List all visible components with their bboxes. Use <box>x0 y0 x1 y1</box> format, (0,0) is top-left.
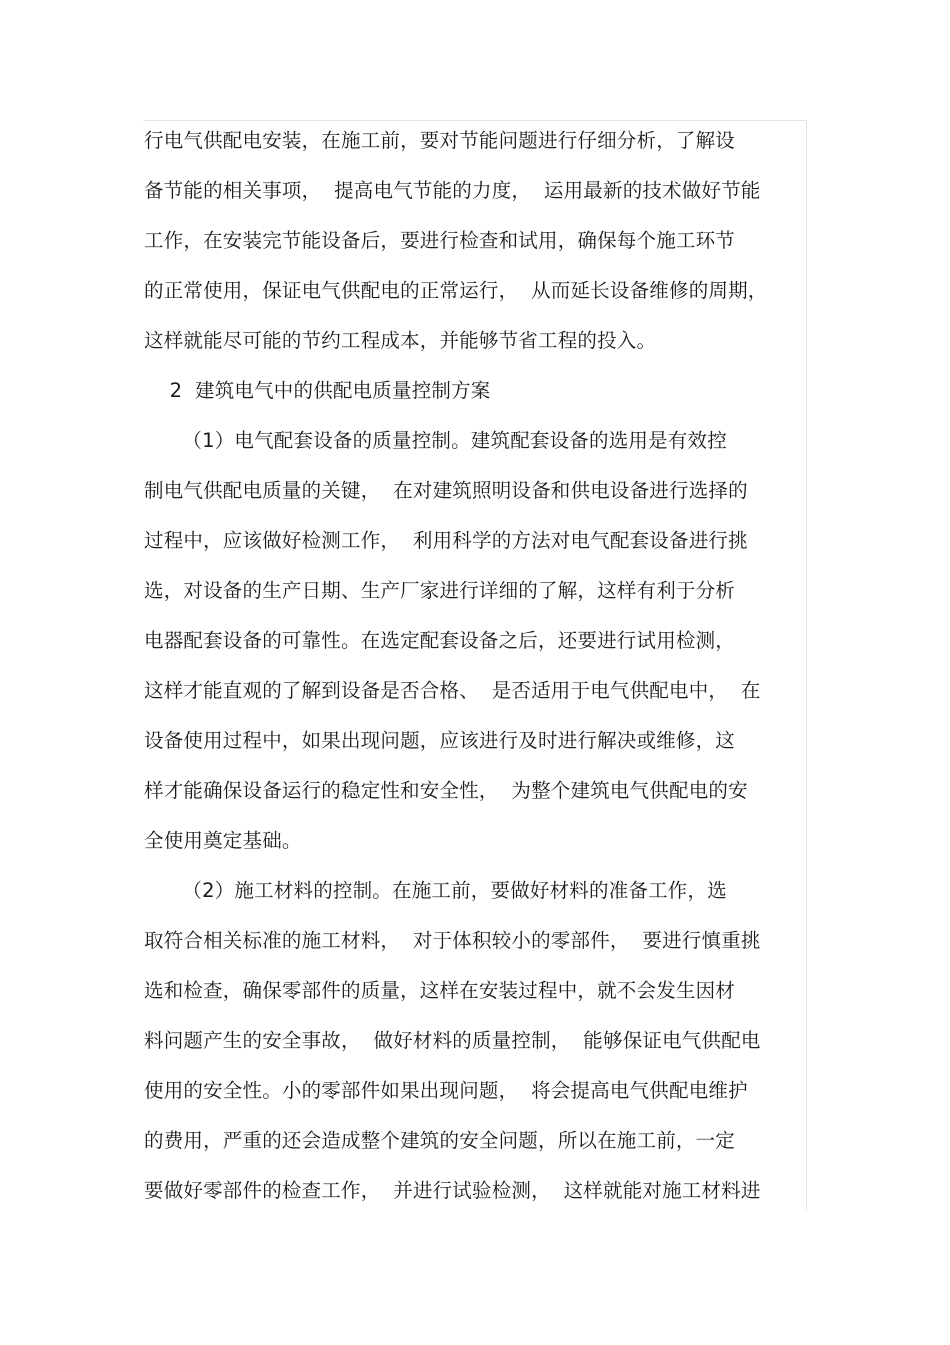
text-line: 制电气供配电质量的关键， 在对建筑照明设备和供电设备进行选择的 <box>144 479 748 502</box>
document-body <box>144 116 814 1216</box>
text-line: 备节能的相关事项， 提高电气节能的力度， 运用最新的技术做好节能 <box>144 179 761 202</box>
text-line: 电器配套设备的可靠性。在选定配套设备之后，还要进行试用检测， <box>144 629 736 652</box>
text-line: 选，对设备的生产日期、生产厂家进行详细的了解，这样有利于分析 <box>144 579 736 602</box>
text-line: 全使用奠定基础。 <box>144 829 302 852</box>
section-heading: 2 建筑电气中的供配电质量控制方案 <box>144 379 491 402</box>
text-line: 取符合相关标准的施工材料， 对于体积较小的零部件， 要进行慎重挑 <box>144 929 761 952</box>
text-line: 这样就能尽可能的节约工程成本，并能够节省工程的投入。 <box>144 329 657 352</box>
text-line: 设备使用过程中，如果出现问题，应该进行及时进行解决或维修，这 <box>144 729 736 752</box>
text-line: 工作，在安装完节能设备后，要进行检查和试用，确保每个施工环节 <box>144 229 736 252</box>
text-line: 料问题产生的安全事故， 做好材料的质量控制， 能够保证电气供配电 <box>144 1029 761 1052</box>
text-line: 的正常使用，保证电气供配电的正常运行， 从而延长设备维修的周期， <box>144 279 768 302</box>
text-line: 要做好零部件的检查工作， 并进行试验检测， 这样就能对施工材料进 <box>144 1179 761 1202</box>
text-line: （2）施工材料的控制。在施工前，要做好材料的准备工作，选 <box>144 879 727 902</box>
text-line: 过程中，应该做好检测工作， 利用科学的方法对电气配套设备进行挑 <box>144 529 748 552</box>
text-line: 样才能确保设备运行的稳定性和安全性， 为整个建筑电气供配电的安 <box>144 779 748 802</box>
text-line: 的费用，严重的还会造成整个建筑的安全问题，所以在施工前，一定 <box>144 1129 736 1152</box>
text-line: 行电气供配电安装，在施工前，要对节能问题进行仔细分析，了解设 <box>144 129 736 152</box>
text-line: 使用的安全性。小的零部件如果出现问题， 将会提高电气供配电维护 <box>144 1079 748 1102</box>
text-line: 选和检查，确保零部件的质量，这样在安装过程中，就不会发生因材 <box>144 979 736 1002</box>
text-line: （1）电气配套设备的质量控制。建筑配套设备的选用是有效控 <box>144 429 727 452</box>
text-line: 这样才能直观的了解到设备是否合格、 是否适用于电气供配电中， 在 <box>144 679 761 702</box>
